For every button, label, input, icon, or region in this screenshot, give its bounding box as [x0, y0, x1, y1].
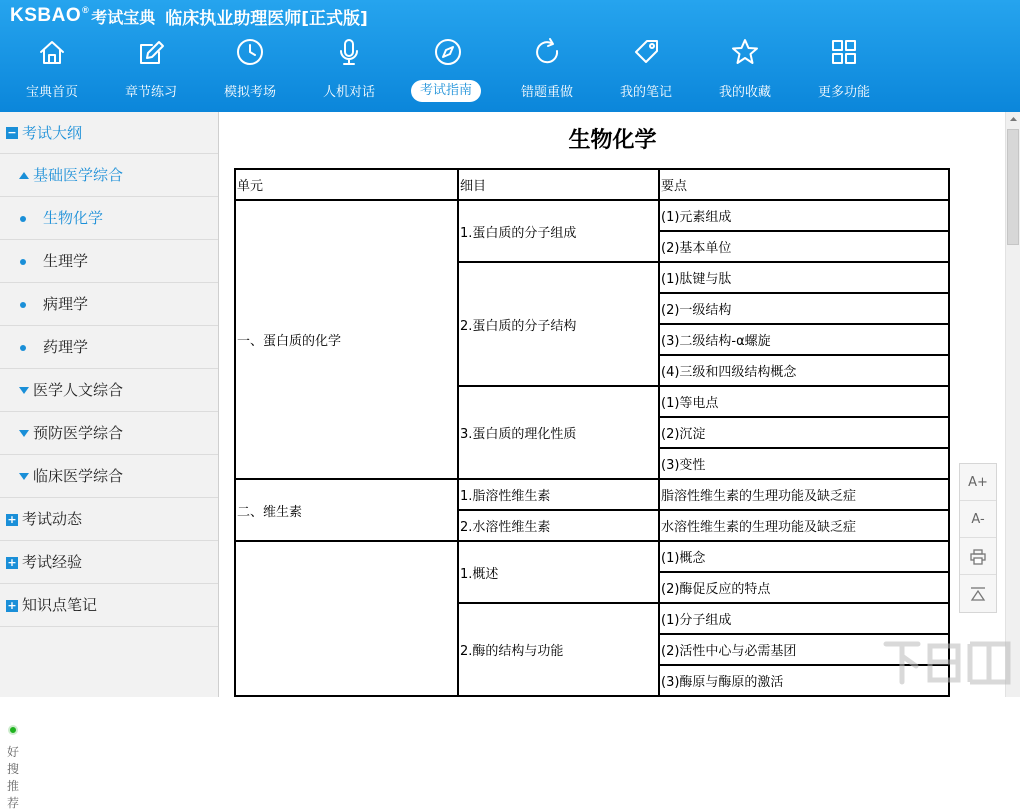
point-cell: (1)肽键与肽 — [659, 262, 949, 293]
logo-chinese: 考试宝典 — [91, 7, 156, 27]
point-cell: (2)基本单位 — [659, 231, 949, 262]
back-to-top-icon — [969, 585, 987, 603]
font-decrease-button[interactable]: A- — [960, 501, 996, 538]
syllabus-table — [234, 168, 950, 697]
triangle-down-icon — [19, 473, 29, 480]
home-icon — [36, 36, 68, 68]
column-header: 要点 — [659, 169, 949, 200]
sidebar-item-3[interactable] — [0, 240, 218, 283]
triangle-down-icon — [19, 387, 29, 394]
refresh-icon — [531, 36, 563, 68]
bullet-icon — [20, 302, 26, 308]
star-icon — [729, 36, 761, 68]
point-cell: (3)二级结构-α螺旋 — [659, 324, 949, 355]
microphone-icon — [333, 36, 365, 68]
app-header — [0, 0, 1020, 112]
sidebar-item-11[interactable] — [0, 584, 218, 627]
point-cell: 水溶性维生素的生理功能及缺乏症 — [659, 510, 949, 541]
nav-item-1[interactable] — [101, 30, 201, 110]
subitem-cell: 1.蛋白质的分子组成 — [458, 200, 659, 262]
point-cell: (1)元素组成 — [659, 200, 949, 231]
nav-item-5[interactable] — [497, 30, 597, 110]
point-cell: (3)酶原与酶原的激活 — [659, 665, 949, 696]
nav-item-0[interactable] — [2, 30, 102, 110]
subitem-cell: 3.蛋白质的理化性质 — [458, 386, 659, 479]
sidebar-item-8[interactable] — [0, 455, 218, 498]
unit-cell: 二、维生素 — [235, 479, 458, 541]
triangle-up-icon — [19, 172, 29, 179]
sidebar-item-label: 知识点笔记 — [22, 596, 98, 614]
ksbao-logo: KSBAO® — [10, 5, 90, 26]
nav-label: 错题重做 — [520, 85, 573, 100]
point-cell: (3)变性 — [659, 448, 949, 479]
point-cell: (2)一级结构 — [659, 293, 949, 324]
nav-label: 考试指南 — [411, 80, 481, 102]
sidebar-item-label: 预防医学综合 — [33, 424, 124, 442]
app-title: 临床执业助理医师[正式版] — [165, 8, 368, 29]
content-area — [220, 112, 1005, 697]
nav-item-6[interactable] — [596, 30, 696, 110]
sidebar-item-label: 药理学 — [43, 338, 89, 356]
table-row — [235, 479, 949, 510]
font-increase-button[interactable]: A+ — [960, 464, 996, 501]
clock-icon — [234, 36, 266, 68]
subitem-cell: 1.脂溶性维生素 — [458, 479, 659, 510]
tag-icon — [630, 36, 662, 68]
point-cell: (2)活性中心与必需基团 — [659, 634, 949, 665]
nav-label: 我的收藏 — [718, 85, 771, 100]
sidebar-item-label: 生物化学 — [43, 209, 104, 227]
print-button[interactable] — [960, 538, 996, 575]
sidebar-item-label: 考试经验 — [22, 553, 83, 571]
column-header: 单元 — [235, 169, 458, 200]
bullet-icon — [20, 345, 26, 351]
printer-icon — [969, 548, 987, 566]
sidebar — [0, 112, 219, 810]
nav-item-3[interactable] — [299, 30, 399, 110]
expand-icon: + — [7, 513, 17, 526]
haosou-recommend[interactable] — [3, 722, 23, 809]
nav-item-8[interactable] — [794, 30, 894, 110]
unit-cell: 一、蛋白质的化学 — [235, 200, 458, 479]
sidebar-item-7[interactable] — [0, 412, 218, 455]
collapse-icon: − — [7, 126, 17, 139]
point-cell: (2)沉淀 — [659, 417, 949, 448]
sidebar-item-label: 医学人文综合 — [33, 381, 124, 399]
compass-icon — [432, 36, 464, 68]
sidebar-item-6[interactable] — [0, 369, 218, 412]
subitem-cell: 2.酶的结构与功能 — [458, 603, 659, 696]
sidebar-item-label: 考试大纲 — [22, 124, 83, 142]
table-row — [235, 200, 949, 231]
recommend-status-dot — [8, 725, 18, 735]
bullet-icon — [20, 216, 26, 222]
bullet-icon — [20, 259, 26, 265]
nav-item-7[interactable] — [695, 30, 795, 110]
point-cell: 脂溶性维生素的生理功能及缺乏症 — [659, 479, 949, 510]
point-cell: (2)酶促反应的特点 — [659, 572, 949, 603]
edit-icon — [135, 36, 167, 68]
triangle-down-icon — [19, 430, 29, 437]
point-cell: (1)等电点 — [659, 386, 949, 417]
sidebar-item-label: 考试动态 — [22, 510, 83, 528]
sidebar-item-label: 病理学 — [43, 295, 89, 313]
sidebar-item-0[interactable] — [0, 112, 218, 154]
vertical-scrollbar[interactable] — [1005, 112, 1020, 697]
point-cell: (4)三级和四级结构概念 — [659, 355, 949, 386]
sidebar-item-label: 临床医学综合 — [33, 467, 124, 485]
title-bar — [10, 4, 368, 28]
sidebar-item-5[interactable] — [0, 326, 218, 369]
expand-icon: + — [7, 599, 17, 612]
recommend-label: 好搜推荐 — [6, 745, 19, 810]
nav-label: 章节练习 — [124, 85, 177, 100]
unit-cell — [235, 541, 458, 696]
page-title: 生物化学 — [568, 128, 657, 153]
subitem-cell: 2.水溶性维生素 — [458, 510, 659, 541]
sidebar-item-4[interactable] — [0, 283, 218, 326]
expand-icon: + — [7, 556, 17, 569]
column-header: 细目 — [458, 169, 659, 200]
point-cell: (1)概念 — [659, 541, 949, 572]
nav-item-2[interactable] — [200, 30, 300, 110]
nav-label: 我的笔记 — [619, 85, 672, 100]
nav-label: 人机对话 — [322, 85, 375, 100]
scroll-up-arrow[interactable] — [1006, 112, 1021, 127]
subitem-cell: 1.概述 — [458, 541, 659, 603]
main-nav — [0, 30, 1020, 110]
sidebar-item-1[interactable] — [0, 154, 218, 197]
sidebar-item-label: 生理学 — [43, 252, 89, 270]
nav-label: 更多功能 — [817, 85, 870, 100]
table-row — [235, 541, 949, 572]
sidebar-item-label: 基础医学综合 — [33, 166, 124, 184]
scroll-thumb[interactable] — [1007, 129, 1019, 245]
nav-label: 模拟考场 — [223, 85, 276, 100]
point-cell: (1)分子组成 — [659, 603, 949, 634]
reading-tools — [959, 463, 997, 613]
back-to-top-button[interactable] — [960, 575, 996, 612]
nav-label: 宝典首页 — [25, 85, 78, 100]
sidebar-item-9[interactable] — [0, 498, 218, 541]
grid-icon — [828, 36, 860, 68]
sidebar-item-2[interactable] — [0, 197, 218, 240]
sidebar-item-10[interactable] — [0, 541, 218, 584]
subitem-cell: 2.蛋白质的分子结构 — [458, 262, 659, 386]
nav-item-4[interactable] — [398, 30, 498, 110]
site-watermark — [878, 632, 1018, 692]
table-header-row — [235, 169, 949, 200]
